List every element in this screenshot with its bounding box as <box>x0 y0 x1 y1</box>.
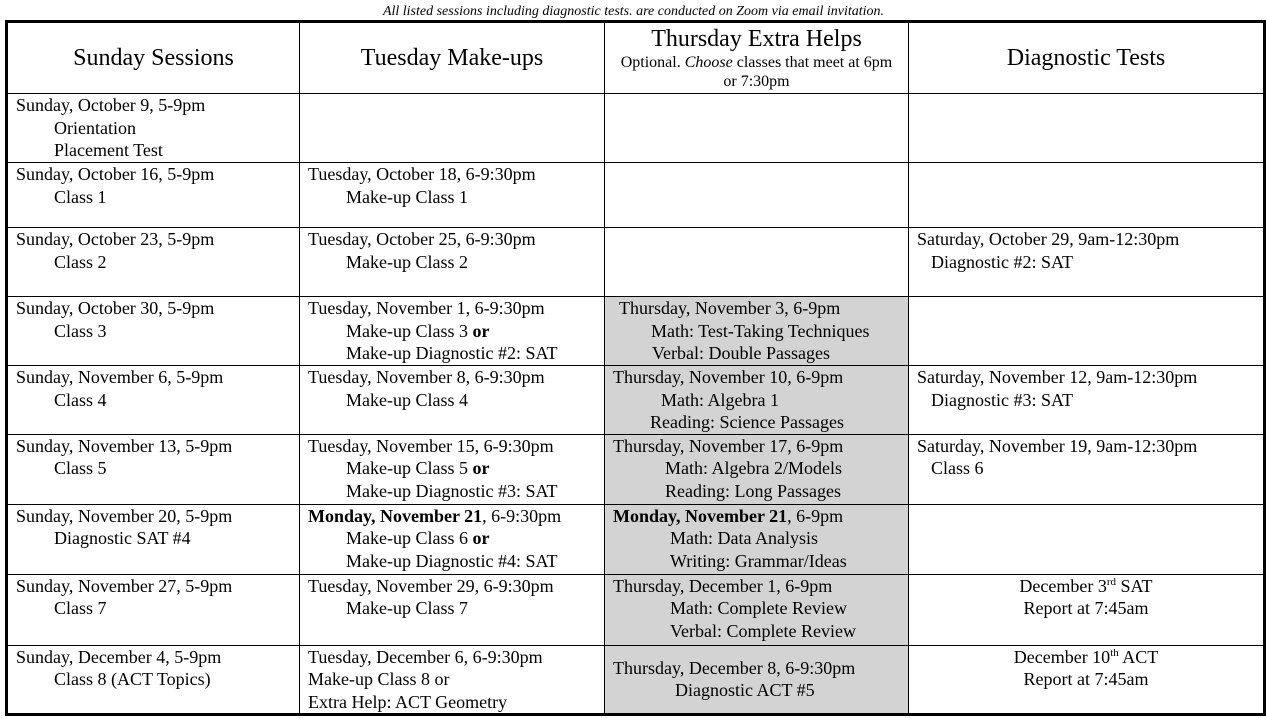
sunday-cell: Sunday, October 9, 5-9pm Orientation Placement Test <box>7 94 300 163</box>
header-sunday: Sunday Sessions <box>7 22 300 94</box>
tuesday-cell: Tuesday, November 15, 6-9:30pm Make-up Class 5 or Make-up Diagnostic #3: SAT <box>300 434 605 504</box>
sunday-cell: Sunday, October 16, 5-9pm Class 1 <box>7 163 300 228</box>
thursday-cell <box>605 163 909 228</box>
act-date: December 10th ACT <box>1013 646 1159 667</box>
header-thursday <box>605 22 909 94</box>
header-diagnostic: Diagnostic Tests <box>909 22 1265 94</box>
diagnostic-cell <box>909 504 1265 574</box>
table-row <box>7 434 1265 504</box>
header-thursday-subtitle: Optional. Choose classes that meet at 6pm or 7:30pm <box>620 54 893 90</box>
sat-date: December 3rd SAT <box>1019 575 1153 596</box>
diagnostic-cell: December 10th ACT Report at 7:45am <box>909 645 1265 715</box>
tuesday-cell: Tuesday, December 6, 6-9:30pm Make-up Class 8 or Extra Help: ACT Geometry <box>300 645 605 715</box>
sunday-cell: Sunday, November 13, 5-9pm Class 5 <box>7 434 300 504</box>
header-thursday-title: Thursday Extra Helps <box>651 26 862 52</box>
table-row <box>7 645 1265 715</box>
sunday-cell: Sunday, December 4, 5-9pm Class 8 (ACT Topics) <box>7 645 300 715</box>
tuesday-cell: Tuesday, October 25, 6-9:30pm Make-up Class 2 <box>300 228 605 297</box>
table-row <box>7 366 1265 435</box>
tuesday-cell <box>300 94 605 163</box>
table-row <box>7 504 1265 574</box>
schedule-table <box>5 20 1266 716</box>
sunday-cell: Sunday, November 20, 5-9pm Diagnostic SAT #4 <box>7 504 300 574</box>
table-row <box>7 574 1265 645</box>
diagnostic-cell <box>909 94 1265 163</box>
diagnostic-cell <box>909 163 1265 228</box>
thursday-cell <box>605 94 909 163</box>
tuesday-cell: Tuesday, November 29, 6-9:30pm Make-up Class 7 <box>300 574 605 645</box>
tuesday-cell: Tuesday, November 1, 6-9:30pm Make-up Class 3 or Make-up Diagnostic #2: SAT <box>300 297 605 366</box>
thursday-cell: Thursday, December 1, 6-9pm Math: Complete Review Verbal: Complete Review <box>605 574 909 645</box>
thursday-cell: Thursday, November 3, 6-9pm Math: Test-Taking Techniques Verbal: Double Passages <box>605 297 909 366</box>
tuesday-cell: Tuesday, November 8, 6-9:30pm Make-up Class 4 <box>300 366 605 435</box>
table-row <box>7 228 1265 297</box>
sunday-cell: Sunday, November 6, 5-9pm Class 4 <box>7 366 300 435</box>
sunday-cell: Sunday, October 30, 5-9pm Class 3 <box>7 297 300 366</box>
diagnostic-cell: Saturday, November 19, 9am-12:30pm Class 6 <box>909 434 1265 504</box>
header-row <box>7 22 1265 94</box>
diagnostic-cell <box>909 297 1265 366</box>
tuesday-cell: Monday, November 21, 6-9:30pm Make-up Class 6 or Make-up Diagnostic #4: SAT <box>300 504 605 574</box>
diagnostic-cell: December 3rd SAT Report at 7:45am <box>909 574 1265 645</box>
thursday-cell <box>605 228 909 297</box>
diagnostic-cell: Saturday, November 12, 9am-12:30pm Diagnostic #3: SAT <box>909 366 1265 435</box>
thursday-cell: Thursday, December 8, 6-9:30pm Diagnostic ACT #5 <box>605 645 909 715</box>
table-row <box>7 163 1265 228</box>
table-row <box>7 94 1265 163</box>
header-tuesday: Tuesday Make-ups <box>300 22 605 94</box>
table-row <box>7 297 1265 366</box>
zoom-note: All listed sessions including diagnostic tests. are conducted on Zoom via email invitation. <box>382 4 885 19</box>
thursday-cell: Monday, November 21, 6-9pm Math: Data Analysis Writing: Grammar/Ideas <box>605 504 909 574</box>
sunday-cell: Sunday, November 27, 5-9pm Class 7 <box>7 574 300 645</box>
thursday-cell: Thursday, November 10, 6-9pm Math: Algebra 1 Reading: Science Passages <box>605 366 909 435</box>
sunday-cell: Sunday, October 23, 5-9pm Class 2 <box>7 228 300 297</box>
thursday-cell: Thursday, November 17, 6-9pm Math: Algebra 2/Models Reading: Long Passages <box>605 434 909 504</box>
tuesday-cell: Tuesday, October 18, 6-9:30pm Make-up Class 1 <box>300 163 605 228</box>
diagnostic-cell: Saturday, October 29, 9am-12:30pm Diagnostic #2: SAT <box>909 228 1265 297</box>
